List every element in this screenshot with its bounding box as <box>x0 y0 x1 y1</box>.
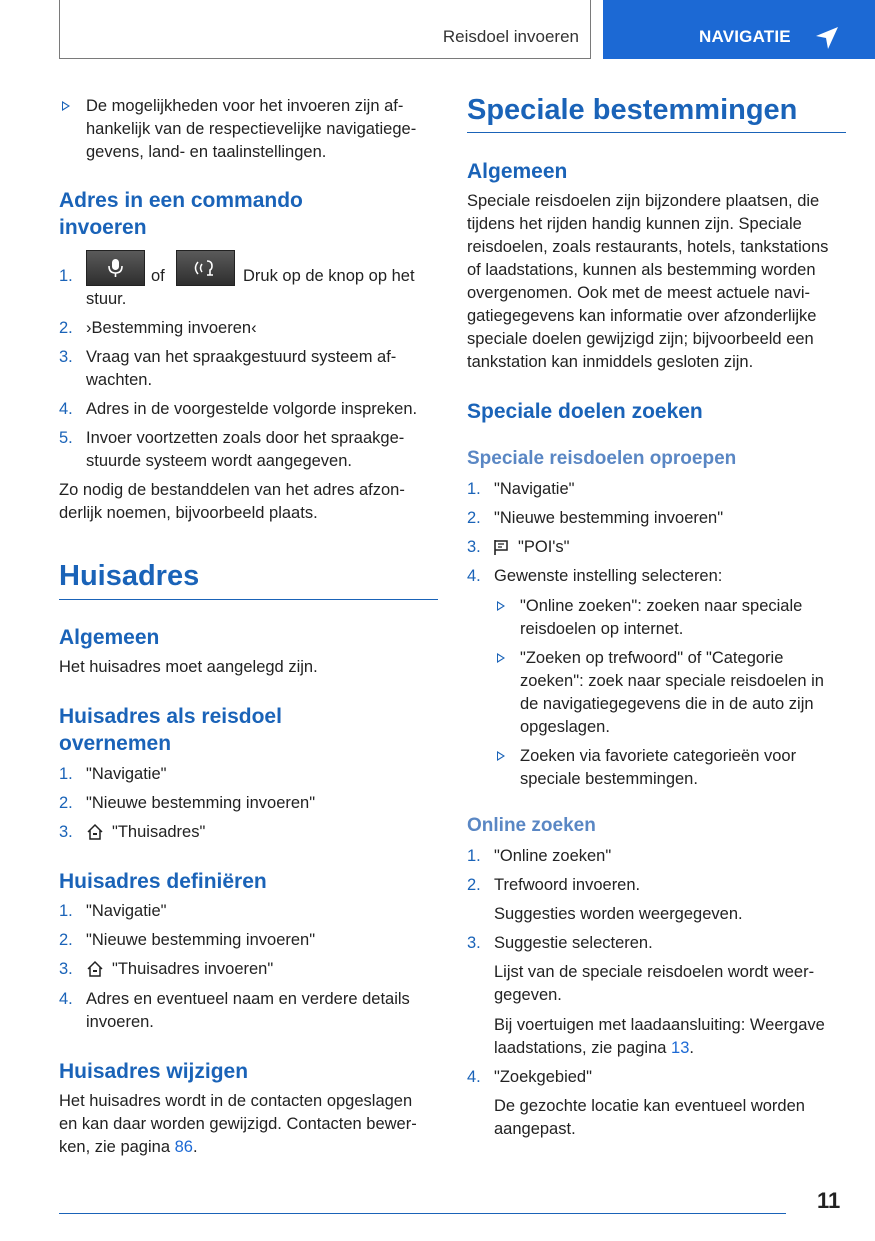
page-link-13[interactable]: 13 <box>671 1039 690 1057</box>
call-bullet-2-line-3: de navigatiegegevens die in de auto zijn <box>520 695 814 713</box>
step5-line-1: Invoer voortzetten zoals door het spraakge- <box>86 429 405 447</box>
home-general-heading: Algemeen <box>59 626 160 649</box>
define-step-4-line-2: invoeren. <box>86 1013 154 1031</box>
poi-general-line-3: reisdoelen, zoals restaurants, hotels, tankstations <box>467 238 829 256</box>
call-step-4: Gewenste instelling selecteren: <box>494 567 723 585</box>
step-number: 3. <box>59 348 73 366</box>
step3-line-2: wachten. <box>86 371 153 389</box>
online-step-3-sub2-line-2: laadstations, zie pagina 13. <box>494 1039 694 1057</box>
step4-text: Adres in de voorgestelde volgorde inspreken. <box>86 400 418 418</box>
chapter-label: NAVIGATIE <box>699 27 791 46</box>
note-line-2: derlijk noemen, bijvoorbeeld plaats. <box>59 504 318 522</box>
define-step-3: "Thuisadres invoeren" <box>112 960 274 978</box>
step-number: 2. <box>59 931 73 949</box>
step-number: 4. <box>467 1068 481 1086</box>
define-step-4-line-1: Adres en eventueel naam en verdere details <box>86 990 410 1008</box>
take-step-3: "Thuisadres" <box>112 823 206 841</box>
online-heading: Online zoeken <box>467 815 596 836</box>
online-step-2: Trefwoord invoeren. <box>494 876 641 894</box>
poi-general-heading: Algemeen <box>467 160 568 183</box>
bullet-icon <box>62 101 70 111</box>
step2-text: ›Bestemming invoeren‹ <box>86 319 257 337</box>
intro-line-2: hankelijk van de respectievelijke navigatiege- <box>86 120 417 138</box>
or-text: of <box>151 267 165 285</box>
online-step-2-sub: Suggesties worden weergegeven. <box>494 905 743 923</box>
step-number: 5. <box>59 429 73 447</box>
step-number: 2. <box>467 876 481 894</box>
footer-rule <box>59 1213 786 1214</box>
step5-line-2: stuurde systeem wordt aangegeven. <box>86 452 352 470</box>
step-number: 3. <box>59 823 73 841</box>
online-step-4: "Zoekgebied" <box>494 1068 592 1086</box>
intro-line-1: De mogelijkheden voor het invoeren zijn af- <box>86 97 404 115</box>
step-number: 3. <box>467 934 481 952</box>
voice-button-image <box>86 250 145 286</box>
microphone-icon <box>87 251 144 285</box>
call-step-3: "POI's" <box>518 538 570 556</box>
online-step-3: Suggestie selecteren. <box>494 934 653 952</box>
intro-line-3: gevens, land- en taalinstellingen. <box>86 143 327 161</box>
address-cmd-heading-1: Adres in een commando <box>59 189 303 212</box>
poi-general-line-6: gatiegegevens kan informatie over afzonderlijke <box>467 307 817 325</box>
call-step-2: "Nieuwe bestemming invoeren" <box>494 509 724 527</box>
call-bullet-3-line-2: speciale bestemmingen. <box>520 770 698 788</box>
home-take-heading-2: overnemen <box>59 732 172 755</box>
step-number: 1. <box>467 480 481 498</box>
take-step-2: "Nieuwe bestemming invoeren" <box>86 794 316 812</box>
step-number: 1. <box>59 765 73 783</box>
call-bullet-2-line-1: "Zoeken op trefwoord" of "Categorie <box>520 649 784 667</box>
step-number: 1. <box>59 267 73 285</box>
call-bullet-3-line-1: Zoeken via favoriete categorieën voor <box>520 747 797 765</box>
home-general-text: Het huisadres moet aangelegd zijn. <box>59 658 318 676</box>
step-number: 1. <box>59 902 73 920</box>
call-step-1: "Navigatie" <box>494 480 575 498</box>
home-icon <box>86 823 104 841</box>
online-step-1: "Online zoeken" <box>494 847 612 865</box>
online-step-4-sub-line-2: aangepast. <box>494 1120 576 1138</box>
online-step-4-sub-line-1: De gezochte locatie kan eventueel worden <box>494 1097 805 1115</box>
step-number: 4. <box>467 567 481 585</box>
punctuation: . <box>192 1138 198 1156</box>
call-bullet-2-line-4: opgeslagen. <box>520 718 610 736</box>
page-link-86[interactable]: 86 <box>174 1138 193 1156</box>
online-step-3-sub1-line-1: Lijst van de speciale reisdoelen wordt weer- <box>494 963 815 981</box>
home-change-heading: Huisadres wijzigen <box>59 1060 249 1083</box>
step1-text: Druk op de knop op het <box>243 267 415 285</box>
step-number: 2. <box>59 319 73 337</box>
sub2-text: laadstations, zie pagina <box>494 1039 667 1057</box>
home-title: Huisadres <box>59 560 200 592</box>
step-number: 4. <box>59 400 73 418</box>
home-take-heading-1: Huisadres als reisdoel <box>59 705 282 728</box>
define-step-2: "Nieuwe bestemming invoeren" <box>86 931 316 949</box>
title-rule <box>467 132 846 133</box>
title-rule <box>59 599 438 600</box>
bullet-icon <box>497 653 505 663</box>
online-step-3-sub1-line-2: gegeven. <box>494 986 562 1004</box>
speech-button-image <box>176 250 235 286</box>
address-cmd-heading-2: invoeren <box>59 216 147 239</box>
change-line-2: en kan daar worden gewijzigd. Contacten bewer- <box>59 1115 417 1133</box>
bullet-icon <box>497 751 505 761</box>
page-number: 11 <box>817 1188 841 1213</box>
home-icon <box>86 960 104 978</box>
poi-search-heading: Speciale doelen zoeken <box>467 400 703 423</box>
call-bullet-1-line-1: "Online zoeken": zoeken naar speciale <box>520 597 803 615</box>
step-number: 4. <box>59 990 73 1008</box>
poi-general-line-8: tankstation kan inmiddels gesloten zijn. <box>467 353 754 371</box>
call-bullet-2-line-2: zoeken": zoek naar speciale reisdoelen in <box>520 672 824 690</box>
bullet-icon <box>497 601 505 611</box>
step-number: 2. <box>467 509 481 527</box>
change-line-3 <box>59 1136 198 1159</box>
poi-general-line-2: tijdens het rijden handig kunnen zijn. Speciale <box>467 215 802 233</box>
poi-general-line-7: speciale doelen gewijzigd zijn; bijvoorbeeld een <box>467 330 814 348</box>
change-line-3-text: ken, zie pagina <box>59 1138 170 1156</box>
speech-icon <box>177 251 234 285</box>
poi-title: Speciale bestemmingen <box>467 94 798 126</box>
take-step-1: "Navigatie" <box>86 765 167 783</box>
call-bullet-1-line-2: reisdoelen op internet. <box>520 620 684 638</box>
online-step-3-sub2-line-1: Bij voertuigen met laadaansluiting: Weergave <box>494 1016 825 1034</box>
poi-general-line-5: overgenomen. Ook met de meest actuele navi- <box>467 284 811 302</box>
step-number: 3. <box>59 960 73 978</box>
step1-cont: stuur. <box>86 290 127 308</box>
step-number: 3. <box>467 538 481 556</box>
step3-line-1: Vraag van het spraakgestuurd systeem af- <box>86 348 397 366</box>
poi-general-line-4: of laadstations, kunnen als bestemming worden <box>467 261 816 279</box>
step-number: 2. <box>59 794 73 812</box>
define-step-1: "Navigatie" <box>86 902 167 920</box>
poi-flag-icon <box>493 539 510 556</box>
poi-call-heading: Speciale reisdoelen oproepen <box>467 448 737 469</box>
navigation-arrow-icon <box>814 25 840 51</box>
poi-general-line-1: Speciale reisdoelen zijn bijzondere plaatsen, die <box>467 192 820 210</box>
step-number: 1. <box>467 847 481 865</box>
note-line-1: Zo nodig de bestanddelen van het adres afzon- <box>59 481 405 499</box>
home-define-heading: Huisadres definiëren <box>59 870 267 893</box>
section-title: Reisdoel invoeren <box>442 27 579 46</box>
change-line-1: Het huisadres wordt in de contacten opgeslagen <box>59 1092 413 1110</box>
